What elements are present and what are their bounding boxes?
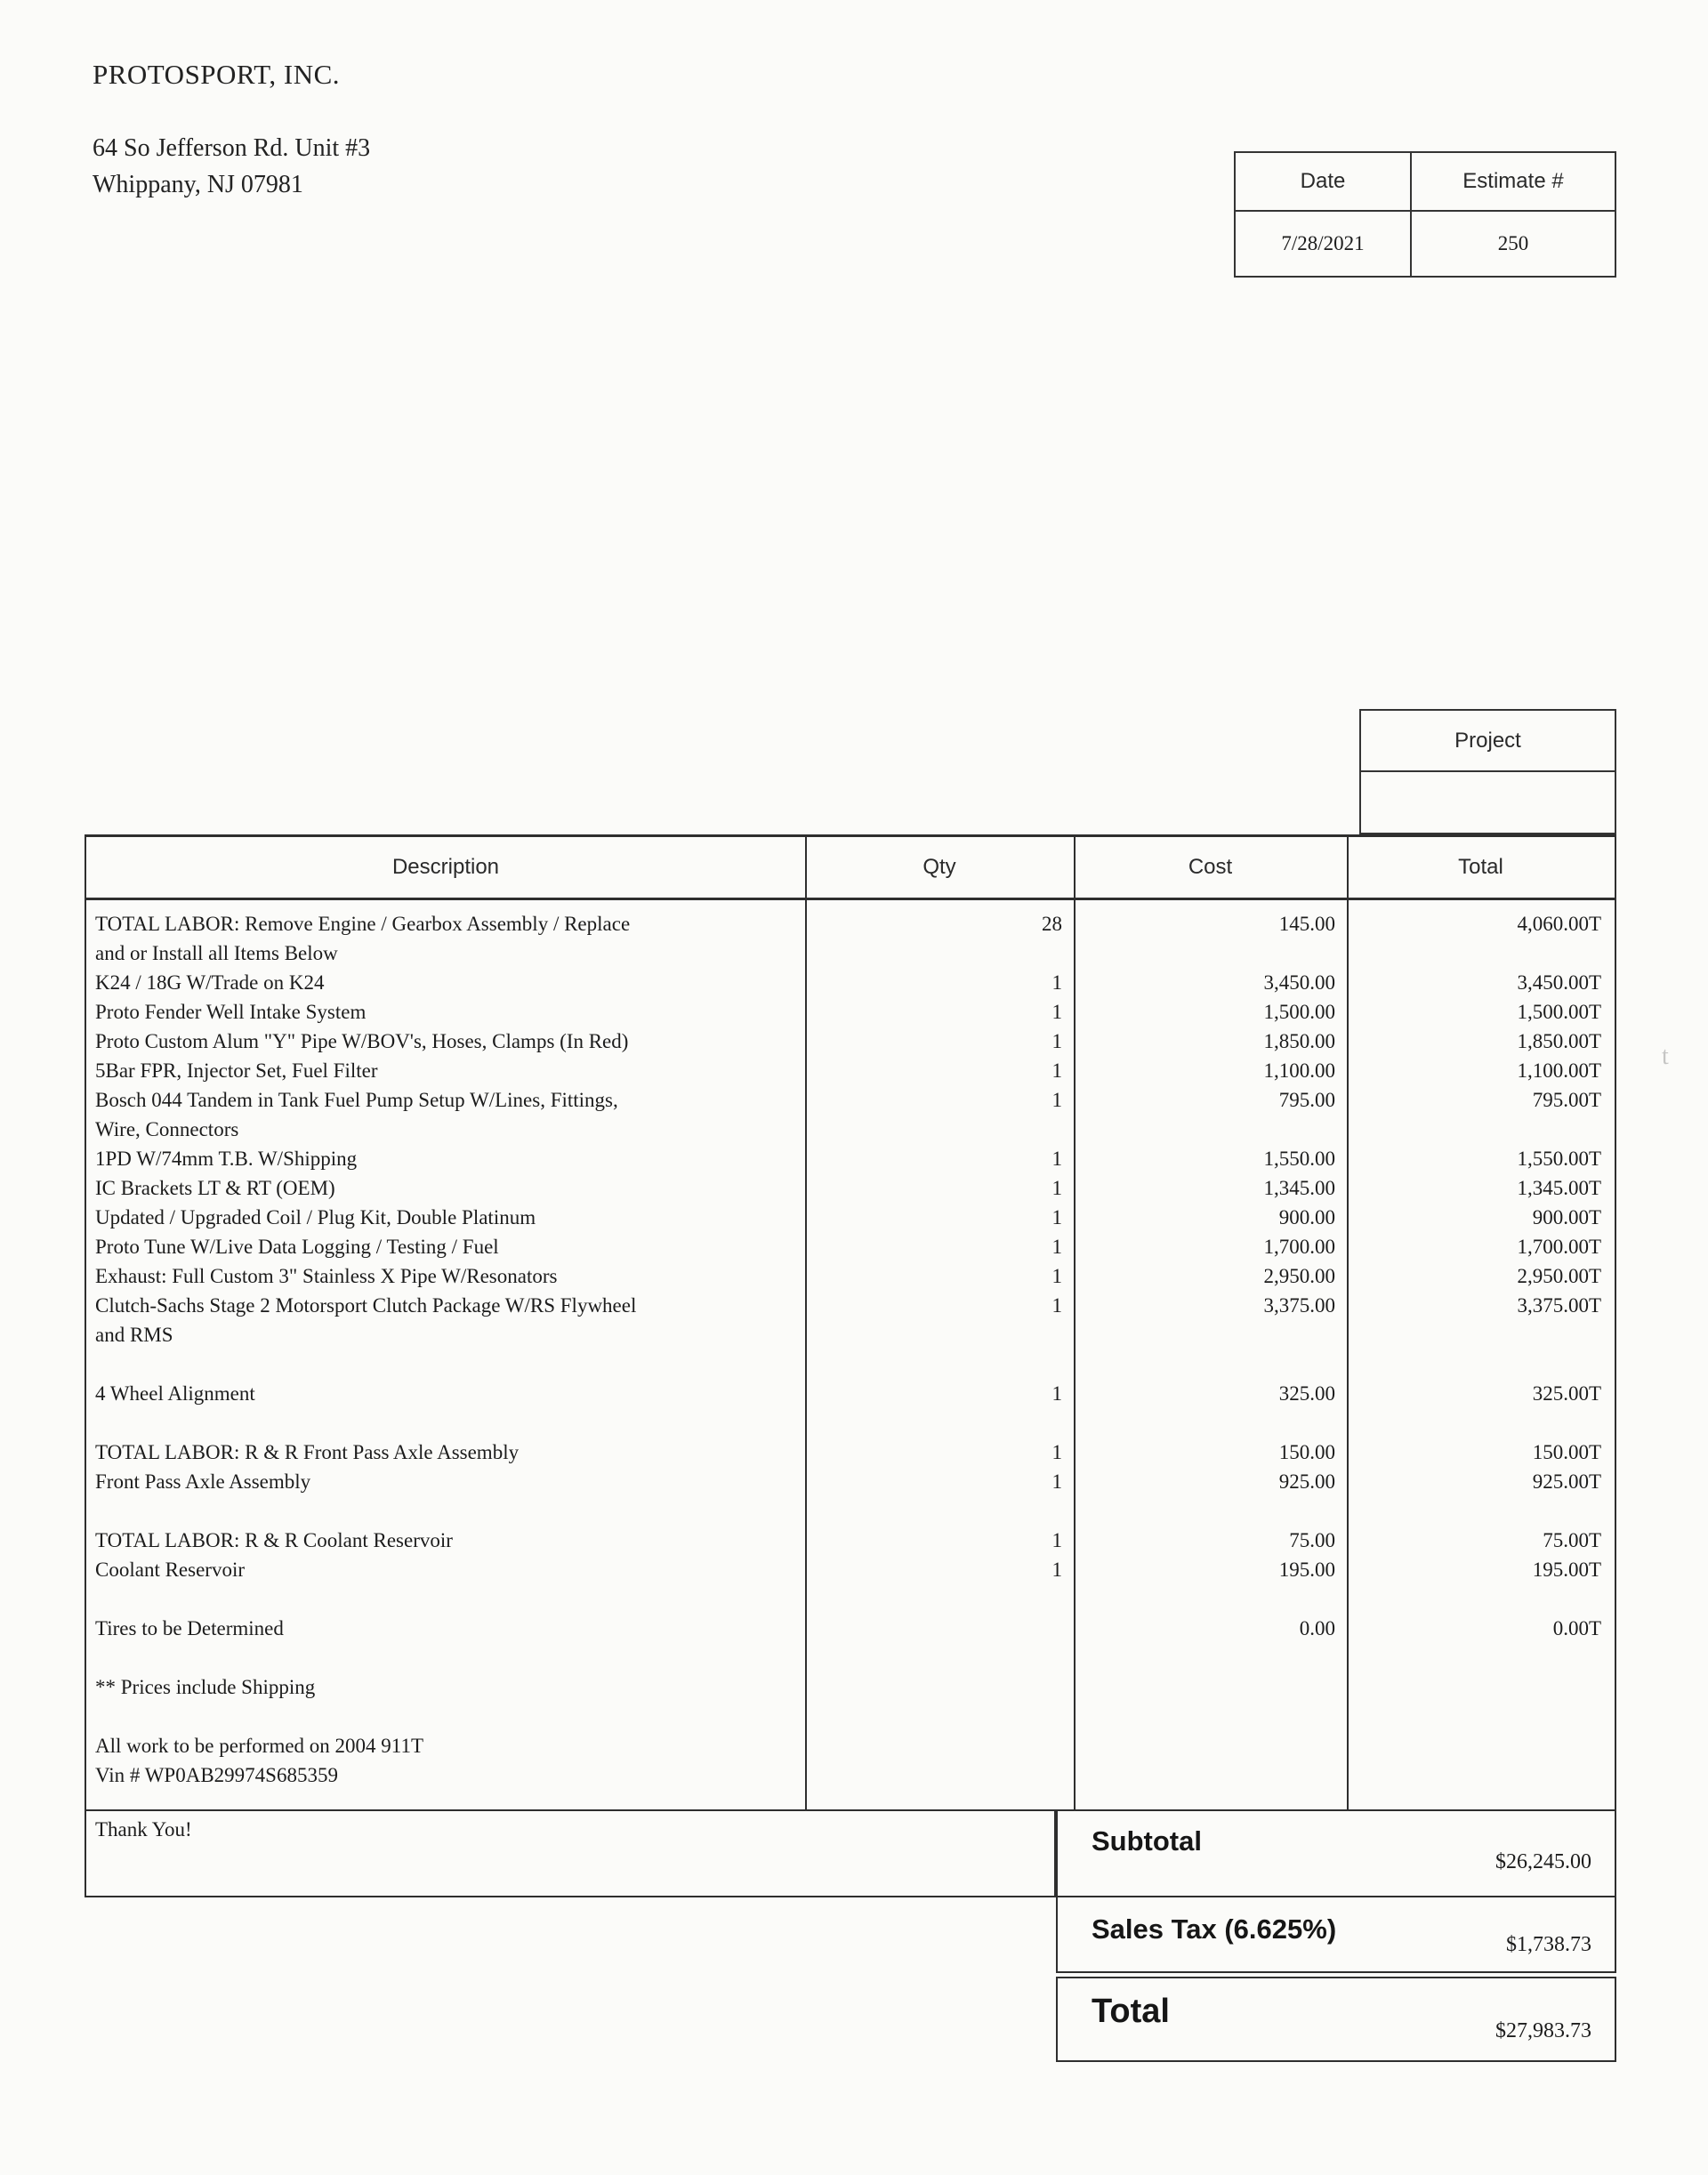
item-description: All work to be performed on 2004 911T bbox=[95, 1735, 423, 1757]
item-description: Coolant Reservoir bbox=[95, 1559, 245, 1581]
item-qty: 1 bbox=[1051, 971, 1062, 994]
item-description: 1PD W/74mm T.B. W/Shipping bbox=[95, 1148, 358, 1170]
qty-column-header: Qty bbox=[922, 855, 956, 879]
item-description: TOTAL LABOR: R & R Front Pass Axle Assembly bbox=[95, 1441, 520, 1463]
item-total: 2,950.00T bbox=[1517, 1265, 1601, 1287]
table-row bbox=[86, 968, 1615, 997]
cost-column-header: Cost bbox=[1188, 855, 1233, 879]
table-row bbox=[86, 1027, 1615, 1056]
item-qty: 1 bbox=[1051, 1236, 1062, 1258]
table-row bbox=[86, 1144, 1615, 1173]
item-description: Tires to be Determined bbox=[95, 1617, 284, 1639]
item-description: Proto Tune W/Live Data Logging / Testing / Fuel bbox=[95, 1236, 499, 1258]
item-qty: 1 bbox=[1051, 1441, 1062, 1463]
total-column-header: Total bbox=[1458, 855, 1503, 879]
item-cost: 900.00 bbox=[1278, 1206, 1335, 1228]
date-header: Date bbox=[1236, 153, 1412, 212]
item-total: 75.00T bbox=[1543, 1529, 1601, 1551]
table-row bbox=[86, 997, 1615, 1027]
table-row bbox=[86, 1731, 1615, 1760]
date-value: 7/28/2021 bbox=[1236, 212, 1412, 276]
item-qty: 1 bbox=[1051, 1265, 1062, 1287]
grand-total-label: Total bbox=[1092, 1993, 1170, 2030]
table-spacer-row bbox=[86, 1702, 1615, 1731]
item-description: IC Brackets LT & RT (OEM) bbox=[95, 1177, 335, 1199]
item-qty: 1 bbox=[1051, 1177, 1062, 1199]
item-description: Updated / Upgraded Coil / Plug Kit, Double Platinum bbox=[95, 1206, 536, 1228]
table-row bbox=[86, 1379, 1615, 1408]
item-description: Bosch 044 Tandem in Tank Fuel Pump Setup W/Lines, Fittings, Wire, Connectors bbox=[95, 1089, 618, 1140]
table-row bbox=[86, 1467, 1615, 1496]
table-row bbox=[86, 1203, 1615, 1232]
table-body bbox=[86, 903, 1615, 1809]
table-row bbox=[86, 1672, 1615, 1702]
date-estimate-table bbox=[1234, 151, 1616, 278]
table-spacer-row bbox=[86, 1584, 1615, 1614]
company-name: PROTOSPORT, INC. bbox=[93, 59, 341, 90]
item-description: Clutch-Sachs Stage 2 Motorsport Clutch Package W/RS Flywheel and RMS bbox=[95, 1294, 637, 1346]
item-description: TOTAL LABOR: Remove Engine / Gearbox Assembly / Replace and or Install all Items Below bbox=[95, 913, 631, 964]
item-qty: 1 bbox=[1051, 1030, 1062, 1052]
item-total: 325.00T bbox=[1532, 1382, 1601, 1405]
item-cost: 1,345.00 bbox=[1263, 1177, 1335, 1199]
item-total: 1,850.00T bbox=[1517, 1030, 1601, 1052]
item-total: 1,550.00T bbox=[1517, 1148, 1601, 1170]
table-row bbox=[86, 1232, 1615, 1261]
item-cost: 0.00 bbox=[1299, 1617, 1335, 1639]
subtotal-label: Subtotal bbox=[1092, 1825, 1202, 1857]
item-total: 795.00T bbox=[1532, 1089, 1601, 1111]
item-qty: 1 bbox=[1051, 1529, 1062, 1551]
item-qty: 1 bbox=[1051, 1294, 1062, 1317]
project-box bbox=[1359, 709, 1616, 834]
item-qty: 1 bbox=[1051, 1148, 1062, 1170]
grand-total-value: $27,983.73 bbox=[1495, 2019, 1591, 2042]
subtotal-value: $26,245.00 bbox=[1495, 1850, 1591, 1873]
item-description: ** Prices include Shipping bbox=[95, 1676, 316, 1698]
item-cost: 2,950.00 bbox=[1263, 1265, 1335, 1287]
item-cost: 145.00 bbox=[1278, 913, 1335, 935]
item-total: 1,345.00T bbox=[1517, 1177, 1601, 1199]
item-description: Proto Custom Alum "Y" Pipe W/BOV's, Hoses, Clamps (In Red) bbox=[95, 1030, 629, 1052]
project-header: Project bbox=[1361, 711, 1615, 772]
item-description: Exhaust: Full Custom 3" Stainless X Pipe W/Resonators bbox=[95, 1265, 558, 1287]
table-row bbox=[86, 1261, 1615, 1291]
item-cost: 195.00 bbox=[1278, 1559, 1335, 1581]
estimate-number-header: Estimate # bbox=[1412, 153, 1615, 212]
item-cost: 925.00 bbox=[1278, 1470, 1335, 1493]
table-row bbox=[86, 1526, 1615, 1555]
item-description: Vin # WP0AB29974S685359 bbox=[95, 1764, 338, 1786]
table-spacer-row bbox=[86, 1643, 1615, 1672]
item-cost: 1,100.00 bbox=[1263, 1059, 1335, 1082]
item-total: 4,060.00T bbox=[1517, 913, 1601, 935]
item-total: 925.00T bbox=[1532, 1470, 1601, 1493]
item-description: Proto Fender Well Intake System bbox=[95, 1001, 367, 1023]
item-total: 0.00T bbox=[1552, 1617, 1601, 1639]
table-row bbox=[86, 1291, 1615, 1349]
table-spacer-row bbox=[86, 1349, 1615, 1379]
address-line-1: 64 So Jefferson Rd. Unit #3 bbox=[93, 134, 371, 162]
description-column-header: Description bbox=[391, 855, 500, 879]
item-total: 3,450.00T bbox=[1517, 971, 1601, 994]
item-total: 1,100.00T bbox=[1517, 1059, 1601, 1082]
item-cost: 1,700.00 bbox=[1263, 1236, 1335, 1258]
item-cost: 3,375.00 bbox=[1263, 1294, 1335, 1317]
item-description: 4 Wheel Alignment bbox=[95, 1382, 255, 1405]
item-description: TOTAL LABOR: R & R Coolant Reservoir bbox=[95, 1529, 453, 1551]
table-row bbox=[86, 1760, 1615, 1790]
thank-you-box bbox=[85, 1811, 1056, 1897]
estimate-number-value: 250 bbox=[1497, 232, 1529, 254]
item-total: 3,375.00T bbox=[1517, 1294, 1601, 1317]
grand-total-row bbox=[1056, 1977, 1616, 2062]
table-row bbox=[86, 1085, 1615, 1144]
item-cost: 150.00 bbox=[1278, 1441, 1335, 1463]
item-description: K24 / 18G W/Trade on K24 bbox=[95, 971, 325, 994]
item-qty: 1 bbox=[1051, 1001, 1062, 1023]
table-header-row bbox=[86, 837, 1615, 900]
item-cost: 75.00 bbox=[1289, 1529, 1335, 1551]
item-cost: 795.00 bbox=[1278, 1089, 1335, 1111]
item-qty: 1 bbox=[1051, 1089, 1062, 1111]
table-row bbox=[86, 1173, 1615, 1203]
item-cost: 1,500.00 bbox=[1263, 1001, 1335, 1023]
item-qty: 1 bbox=[1051, 1559, 1062, 1581]
item-description: 5Bar FPR, Injector Set, Fuel Filter bbox=[95, 1059, 378, 1082]
item-qty: 1 bbox=[1051, 1206, 1062, 1228]
item-total: 1,700.00T bbox=[1517, 1236, 1601, 1258]
item-total: 195.00T bbox=[1532, 1559, 1601, 1581]
table-spacer-row bbox=[86, 1408, 1615, 1438]
sales-tax-row bbox=[1056, 1897, 1616, 1973]
company-address bbox=[93, 130, 370, 203]
line-items-table bbox=[85, 834, 1616, 1811]
item-cost: 325.00 bbox=[1278, 1382, 1335, 1405]
item-qty: 1 bbox=[1051, 1382, 1062, 1405]
table-row bbox=[86, 1438, 1615, 1467]
item-total: 900.00T bbox=[1532, 1206, 1601, 1228]
item-cost: 1,550.00 bbox=[1263, 1148, 1335, 1170]
subtotal-row bbox=[1056, 1811, 1616, 1897]
item-description: Front Pass Axle Assembly bbox=[95, 1470, 311, 1493]
table-row bbox=[86, 909, 1615, 968]
item-qty: 1 bbox=[1051, 1470, 1062, 1493]
table-row bbox=[86, 1056, 1615, 1085]
scan-artifact: t bbox=[1662, 1043, 1669, 1070]
sales-tax-label: Sales Tax (6.625%) bbox=[1092, 1913, 1337, 1945]
address-line-2: Whippany, NJ 07981 bbox=[93, 171, 303, 198]
item-cost: 1,850.00 bbox=[1263, 1030, 1335, 1052]
table-row bbox=[86, 1555, 1615, 1584]
sales-tax-value: $1,738.73 bbox=[1506, 1933, 1591, 1956]
item-qty: 1 bbox=[1051, 1059, 1062, 1082]
item-total: 1,500.00T bbox=[1517, 1001, 1601, 1023]
table-row bbox=[86, 1614, 1615, 1643]
item-cost: 3,450.00 bbox=[1263, 971, 1335, 994]
thank-you-text: Thank You! bbox=[95, 1818, 192, 1841]
item-qty: 28 bbox=[1042, 913, 1062, 935]
table-spacer-row bbox=[86, 1496, 1615, 1526]
item-total: 150.00T bbox=[1532, 1441, 1601, 1463]
